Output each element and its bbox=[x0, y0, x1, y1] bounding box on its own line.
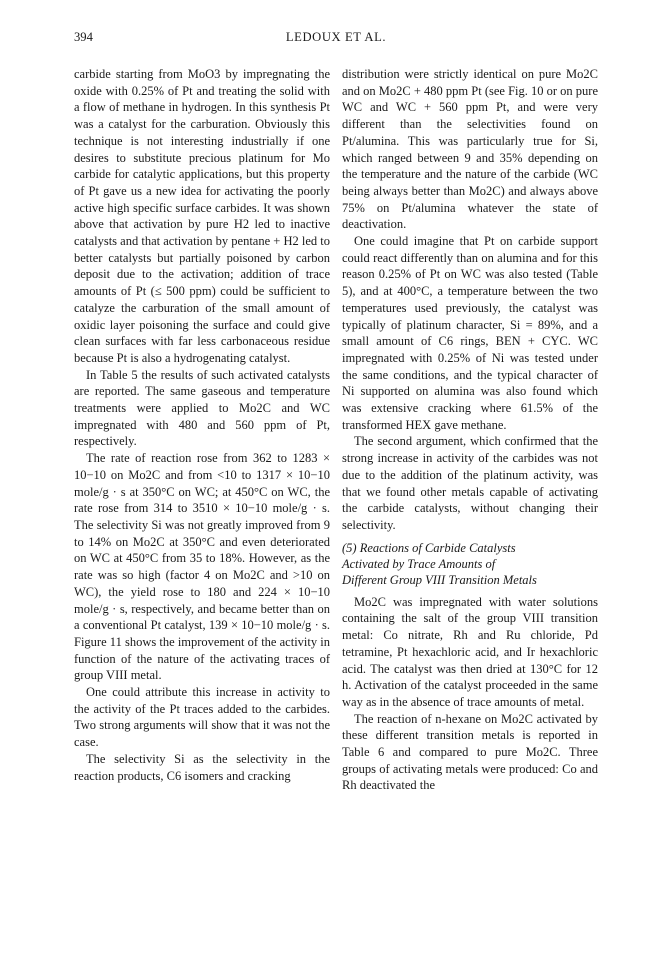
section-heading bbox=[342, 540, 598, 588]
paragraph: The reaction of n-hexane on Mo2C activated by these different transition metals is reported in Table 6 and compared to pure Mo2C. Three groups of activating metals were produced: Co and Rh deactivated the bbox=[342, 711, 598, 793]
paragraph: The rate of reaction rose from 362 to 1283 × 10−10 on Mo2C and from <10 to 1317 × 10−10 mole/g · s at 350°C on WC; at 450°C on WC, the rate rose from 314 to 3510 × 10−10 mole/g · s. The selectivity Si was not greatly improved from 9 to 14% on Mo2C at 350°C and even deteriorated on WC at 450°C from 35 to 18%. However, as the rate was so high (factor 4 on Mo2C and >10 on WC), the yield rose to 180 and 224 × 10−10 mole/g · s, respectively, and became better than on a conventional Pt catalyst, 139 × 10−10 mole/g · s. Figure 11 shows the improvement of the activity in function of the nature of the activating traces of group VIII metal. bbox=[74, 451, 330, 683]
paragraph: distribution were strictly identical on pure Mo2C and on Mo2C + 480 ppm Pt (see Fig. 10 or on pure WC and WC + 560 ppm Pt, and were very different than the selectivities found on Pt/alumina. This was particularly true for Si, which ranged between 9 and 35% depending on the temperature and the nature of the carbide (WC being always better than Mo2C) and always above 75% on Pt/alumina whatever the state of deactivation. bbox=[342, 67, 598, 232]
section-heading-line: (5) Reactions of Carbide Catalysts bbox=[342, 540, 516, 555]
left-column bbox=[74, 66, 330, 784]
section-heading-line: Activated by Trace Amounts of bbox=[342, 556, 496, 571]
paragraph: One could attribute this increase in activity to the activity of the Pt traces added to the carbides. Two strong arguments will show that it was not the case. bbox=[74, 685, 330, 750]
paragraph: The second argument, which confirmed that the strong increase in activity of the carbides was not due to the addition of the platinum activity, was that we found other metals capable of activating the carbide catalysts, without changing their selectivity. bbox=[342, 434, 598, 532]
page-header bbox=[74, 30, 598, 50]
paragraph: carbide starting from MoO3 by impregnating the oxide with 0.25% of Pt and treating the solid with a flow of methane in hydrogen. In this synthesis Pt was a catalyst for the carburation. Obviously this technique is not interesting industrially if one desires to substitute precious platinum for Mo carbide for catalytic applications, but this property of Pt gave us a new idea for activating the poorly active high specific surface carbides. It was shown above that activation by pure H2 led to inactive catalysts and that activation by pentane + H2 led to better catalysts but partially poisoned by carbon deposit due to the activation; addition of trace amounts of Pt (≤ 500 ppm) could be sufficient to catalyze the carburation of the small amount of oxidic layer poisoning the surface and could give clean surfaces with far less carbonaceous residue because Pt is also a hydrogenating catalyst. bbox=[74, 67, 330, 365]
page-number: 394 bbox=[74, 30, 93, 44]
running-head: LEDOUX ET AL. bbox=[285, 30, 387, 44]
section-heading-line: Different Group VIII Transition Metals bbox=[342, 572, 537, 587]
paragraph: The selectivity Si as the selectivity in the reaction products, C6 isomers and cracking bbox=[74, 751, 330, 783]
right-column bbox=[342, 66, 598, 794]
paragraph: One could imagine that Pt on carbide support could react differently than on alumina and for this reason 0.25% of Pt on WC was also tested (Table 5), and at 400°C, a temperature between the two temperatures used previously, the catalyst was typically of platinum character, Si = 89%, and a small amount of C6 rings, BEN + CYC. WC impregnated with 0.25% of Ni was tested under the same conditions, and the typical character of Ni supported on alumina was also found which was extensive cracking where 61.5% of the transformed HEX gave methane. bbox=[342, 234, 598, 432]
paragraph: Mo2C was impregnated with water solutions containing the salt of the group VIII transition metal: Co nitrate, Rh and Ru chloride, Pd tetramine, Pt hexachloric acid, and Ir hexachloric acid. The catalyst was then dried at 130°C for 12 h. Activation of the catalyst proceeded in the same way as in the absence of trace amounts of metal. bbox=[342, 594, 598, 709]
paragraph: In Table 5 the results of such activated catalysts are reported. The same gaseous and temperature treatments were applied to Mo2C and WC impregnated with 480 and 560 ppm of Pt, respectively. bbox=[74, 367, 330, 449]
